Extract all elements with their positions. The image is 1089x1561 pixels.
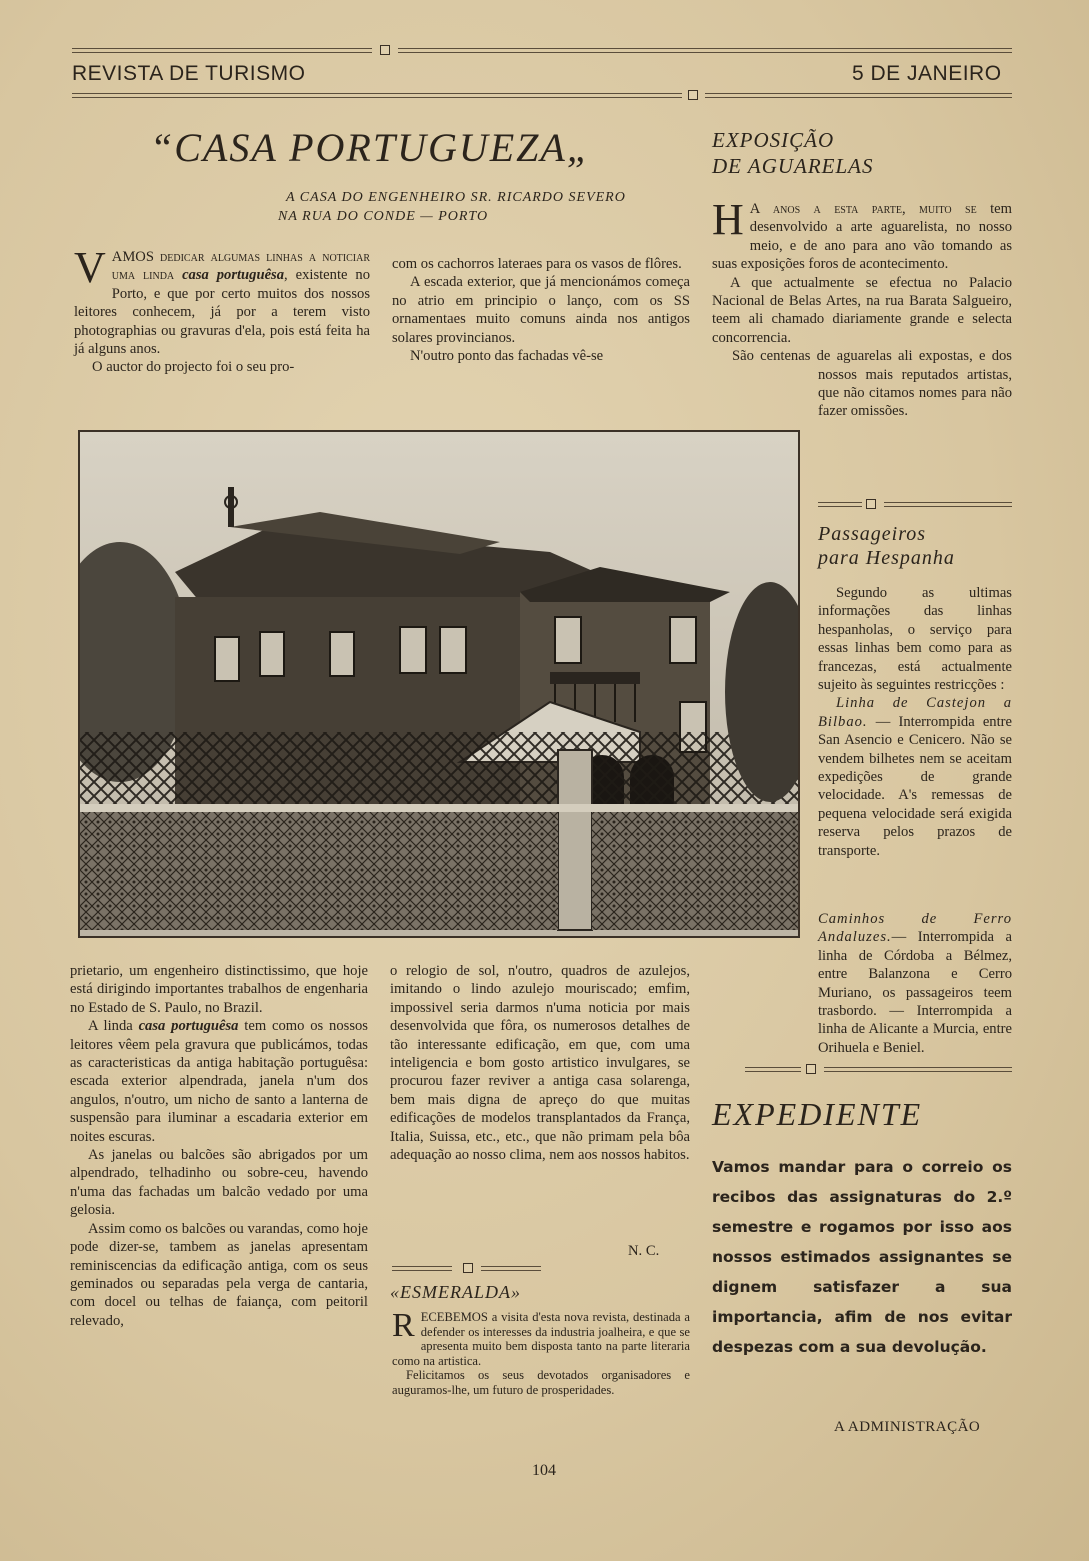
- esmeralda-paragraph: Felicitamos os seus devotados organisadores e auguramos-lhe, um futuro de prosperidades.: [392, 1368, 690, 1397]
- article-paragraph: As janelas ou balcões são abrigados por um alpendrado, telhadinho ou sobre-ceu, havendo n'uma das fachadas um balcão vedado por uma gelosia.: [70, 1147, 368, 1219]
- article-signature: N. C.: [628, 1243, 660, 1259]
- expediente-text: Vamos mandar para o correio os recibos das assignaturas do 2.º semestre e rogamos por isso aos nossos estimados assignantes se dignem satisfazer a sua importancia, afim de nos evitar despezas com a sua devolução.: [712, 1158, 1012, 1356]
- ornament-square-icon: [463, 1263, 473, 1273]
- article-column-2-bottom: [390, 962, 690, 1164]
- drop-cap: R: [392, 1307, 415, 1344]
- article-paragraph: Assim como os balcões ou varandas, como hoje pode dizer-se, tambem as janelas apresentam reminiscencias da edificação antiga, com os seus geminados ou separadas pela verga de cantaria, com docel ou telhas de faiança, com peitoril relevado,: [70, 1220, 368, 1329]
- esmeralda-paragraph: a visita d'esta nova revista, destinada a defender os interesses da industria joalheira, e que se apresenta muito bem disposta tanto na parte literaria como na artistica.: [392, 1310, 690, 1368]
- exposicao-title-2: DE AGUARELAS: [712, 154, 874, 178]
- article-emphasis: casa portuguêsa: [138, 1018, 239, 1035]
- header-bottom-rule-left: [72, 93, 682, 98]
- exposicao-title-1: EXPOSIÇÃO: [712, 128, 835, 152]
- divider-rule: [824, 1067, 1012, 1072]
- ornament-square-icon: [380, 45, 390, 55]
- page-number: 104: [532, 1462, 556, 1479]
- header-top-rule-left: [72, 48, 372, 53]
- article-subtitle-1: A CASA DO ENGENHEIRO SR. RICARDO SEVERO: [286, 190, 626, 205]
- divider-rule: [745, 1067, 801, 1072]
- divider-rule: [392, 1266, 452, 1271]
- exposicao-paragraph: São centenas de aguarelas ali expostas, e dos nossos mais reputados artistas, que não citamos nomes para não fazer omissões.: [732, 348, 1012, 420]
- issue-date: 5 DE JANEIRO: [852, 62, 1002, 85]
- article-text: A linda: [88, 1018, 139, 1035]
- article-text: tem como os nossos leitores vêem pela gravura que publicámos, todas as caracteristicas da antiga habitação portuguêsa: escada exterior alpendrada, janela n'um dos angulos, n'outro, um nicho de santo a lanterna de suspensão para iluminar a escadaria exterior em noites escuras.: [70, 1018, 368, 1145]
- house-photograph: [78, 430, 800, 938]
- passageiros-text: [818, 584, 1012, 860]
- article-paragraph: o relogio de sol, n'outro, quadros de azulejos, imitando o lindo azulejo mouriscado; emfim, impossivel seria darmos n'uma noticia por mais desenvolvida que fôra, os numerosos detalhes de tão interessante edificação, em que, com uma inteligencia e bom gosto artistico invulgares, se procurou fazer reviver a antiga casa solarenga, bem mais digna de apreço do que muitas edificações de modelos transplantados da França, Italia, Suissa, etc., etc., que não primam pela bôa adequação ao nosso clima, nem aos nossos habitos.: [390, 963, 690, 1164]
- passageiros-paragraph: Segundo as ultimas informações das linhas hespanholas, o serviço para essas linhas bem como para as francezas, está actualmente sujeito às seguintes restricções :: [818, 585, 1012, 694]
- exposicao-lead: A anos a esta parte, muito se: [749, 201, 977, 217]
- esmeralda-text: [392, 1307, 690, 1398]
- article-title: “CASA PORTUGUEZA„: [150, 125, 592, 170]
- exposicao-text: [712, 195, 1012, 421]
- passageiros-text-2: [712, 910, 1012, 1057]
- passageiros-paragraph: — Interrompida entre San Asencio e Cenicero. Não se vendem bilhetes nem se aceitam expedições de grande velocidade. A's remessas de pequena velocidade será exigida reserva pelos prazos de transporte.: [818, 713, 1012, 859]
- article-paragraph: com os cachorros lateraes para os vasos de flôres.: [392, 256, 682, 272]
- article-column-2-top: [392, 255, 690, 365]
- article-paragraph: A escada exterior, que já mencionámos começa no atrio em principio o lanço, com os SS ornamentaes muito comuns ainda nos antigos solares provincianos.: [392, 274, 690, 346]
- passageiros-paragraph: — Interrompida a linha de Córdoba a Bélmez, entre Balanzona e Cerro Muriano, os passageiros teem trasbordo. — Interrompida a linha de Alicante a Murcia, entre Orihuela e Beniel.: [818, 929, 1012, 1056]
- passageiros-line-name: Linha de Castejon a Bilbao.: [818, 695, 1012, 730]
- expediente-title: EXPEDIENTE: [712, 1096, 923, 1132]
- article-text: AMOS dedicar algumas linhas a noticiar uma linda: [111, 249, 370, 284]
- divider-rule: [818, 502, 862, 507]
- article-paragraph: N'outro ponto das fachadas vê-se: [410, 348, 604, 365]
- article-paragraph: O auctor do projecto foi o seu pro-: [92, 359, 295, 376]
- ornament-square-icon: [688, 90, 698, 100]
- house-illustration: [80, 432, 798, 936]
- esmeralda-lead: ECEBEMOS: [420, 1310, 488, 1324]
- ornament-square-icon: [806, 1064, 816, 1074]
- article-column-1-top: [74, 243, 370, 377]
- header-bottom-rule-right: [705, 93, 1012, 98]
- magazine-name: REVISTA DE TURISMO: [72, 62, 306, 85]
- divider-rule: [481, 1266, 541, 1271]
- article-paragraph: prietario, um engenheiro distinctissimo, que hoje está dirigindo importantes trabalhos de engenharia no Estado de S. Paulo, no Brazil.: [70, 963, 368, 1016]
- exposicao-paragraph: tem desenvolvido a arte aguarelista, no nosso meio, e de ano para ano vão tomando as suas exposições foros de acontecimento.: [712, 201, 1012, 273]
- article-emphasis: casa portuguêsa: [182, 267, 285, 284]
- passageiros-title-1: Passageiros: [818, 523, 927, 545]
- article-text: , existente no Porto, e que por certo muitos dos nossos leitores conhecem, já por a terem visto photographias ou gravuras d'ela, pois está feita ha já alguns anos.: [74, 267, 370, 358]
- passageiros-title-2: para Hespanha: [818, 547, 955, 569]
- header-top-rule-right: [398, 48, 1012, 53]
- article-column-1-bottom: [70, 962, 368, 1330]
- exposicao-paragraph: A que actualmente se efectua no Palacio Nacional de Belas Artes, na rua Barata Salgueiro, teem ali chamado diariamente grande e selecta concorrencia.: [712, 274, 1012, 346]
- passageiros-line-name: Caminhos de Ferro Andaluzes.: [818, 911, 1012, 946]
- expediente-signature: A ADMINISTRAÇÃO: [834, 1419, 981, 1435]
- ornament-square-icon: [866, 499, 876, 509]
- divider-rule: [884, 502, 1012, 507]
- drop-cap: V: [74, 243, 106, 292]
- drop-cap: H: [712, 195, 744, 244]
- article-subtitle-2: NA RUA DO CONDE — PORTO: [278, 209, 489, 224]
- esmeralda-title: «ESMERALDA»: [390, 1282, 521, 1302]
